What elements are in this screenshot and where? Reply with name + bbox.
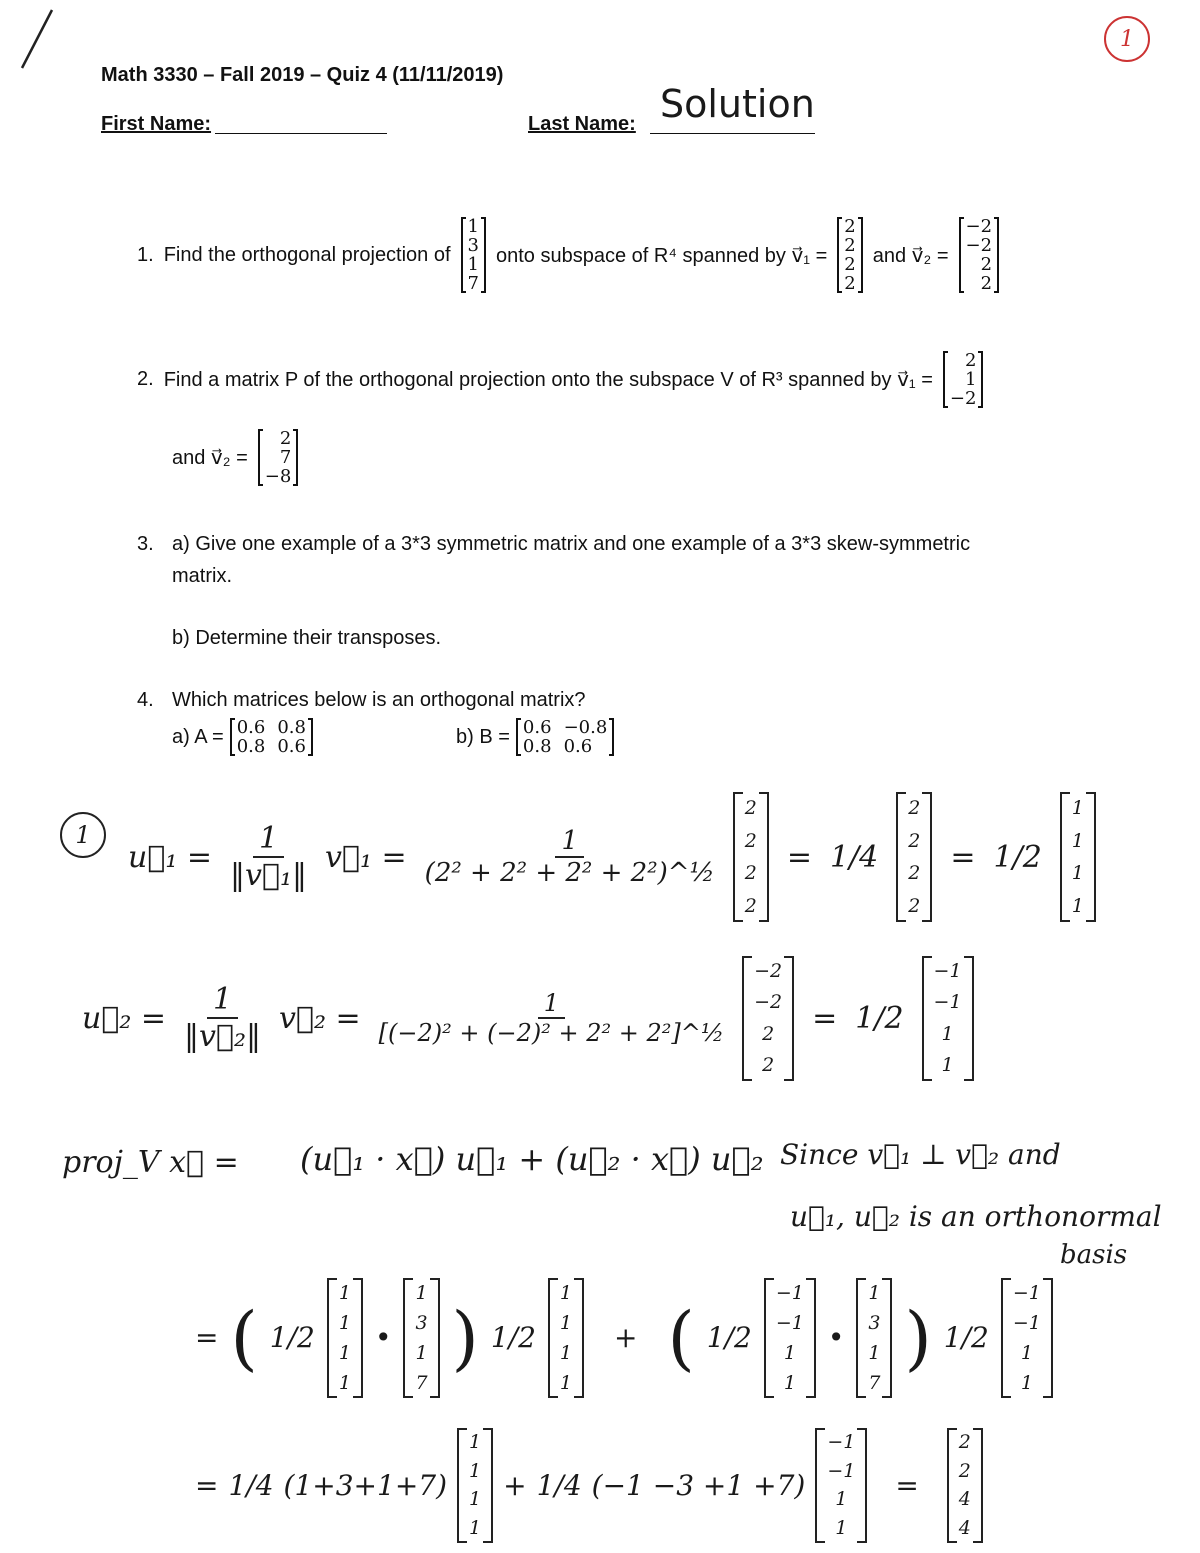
dp1-u1b: 1 1 1 1 [548, 1278, 584, 1398]
corner-check-mark [14, 6, 54, 72]
u2-v: v⃗₂ = [279, 1000, 361, 1036]
q4-matrix-a: 0.6 0.8 0.8 0.6 [230, 718, 313, 756]
u2-result: −1 −1 1 1 [922, 956, 974, 1081]
u1-vector-scaled: 2 2 2 2 [896, 792, 932, 922]
q1-number: 1. [137, 243, 154, 266]
q3-text-a: a) Give one example of a 3*3 symmetric matrix and one example of a 3*3 skew-symmetric [172, 533, 971, 555]
final-line: = 1/4 (1+3+1+7) 1 1 1 1 + 1/4 (−1 −3 +1 +7) −1 −1 1 1 = 2 2 4 4 [195, 1420, 983, 1550]
q4-a-label: a) A = [172, 725, 224, 748]
u2-half: 1/2 [855, 1000, 904, 1036]
dp2-x: 1 3 1 7 [856, 1278, 892, 1398]
q1-text-b: onto subspace of R⁴ spanned by v⃗₁ = [496, 244, 828, 267]
quiz-title: Math 3330 – Fall 2019 – Quiz 4 (11/11/2019) [101, 64, 504, 86]
solution-u2-line: u⃗₂ = $\frac{1}{\text{‖v⃗₂‖}}$ v⃗₂ = $\frac{1}{\text{[(−2)² + (−2)² + 2² + 2²]\textasciicircum{}½}}$ −2 −2 2 2 = 1/2 −1 −1 1 1 [82, 948, 974, 1088]
proj-lhs: proj_V x⃗ = [62, 1145, 239, 1180]
u1-unit-fraction: $\frac{1}{\text{‖v⃗₁‖}}$ [230, 821, 308, 893]
last-name-value: Solution [660, 82, 815, 126]
last-name-label: Last Name: [528, 113, 636, 135]
note-line-1: Since v⃗₁ ⊥ v⃗₂ and [780, 1138, 1061, 1171]
final-quarter-2: 1/4 [536, 1468, 582, 1502]
proj-rhs: (u⃗₁ · x⃗) u⃗₁ + (u⃗₂ · x⃗) u⃗₂ [300, 1140, 764, 1178]
u1-vector: 2 2 2 2 [733, 792, 769, 922]
dot-product-line: = ( 1/2 1 1 1 1 • 1 3 1 7 ) 1/2 1 1 1 1 + ( 1/2 −1 −1 1 1 • 1 3 1 7 ) 1/2 −1 −1 1 1 [195, 1265, 1053, 1410]
first-name-field[interactable] [215, 133, 387, 134]
u1-quarter: 1/4 [829, 839, 879, 875]
q2-text-b: and v⃗₂ = [172, 447, 248, 469]
final-quarter-1: 1/4 [228, 1468, 274, 1502]
q1-text-a: Find the orthogonal projection of [163, 243, 451, 266]
final-u2: −1 −1 1 1 [815, 1428, 867, 1543]
dp2-u2b: −1 −1 1 1 [1001, 1278, 1053, 1398]
u2-lhs: u⃗₂ = [82, 1000, 167, 1036]
q4-matrix-b: 0.6 −0.8 0.8 0.6 [516, 718, 614, 756]
dp2-half: 1/2 [706, 1321, 752, 1354]
q2-number: 2. [137, 367, 154, 390]
q2-text-a: Find a matrix P of the orthogonal projection onto the subspace V of R³ spanned by v⃗₁ = [163, 368, 933, 391]
final-result: 2 2 4 4 [947, 1428, 983, 1543]
q3-number: 3. [137, 533, 154, 555]
solution-u1-line: u⃗₁ = $\frac{1}{\text{‖v⃗₁‖}}$ v⃗₁ = $\frac{1}{\text{(2² + 2² + 2² + 2²)\textasciicircum{}½}}$ 2 2 2 2 = 1/4 2 2 2 2 = 1/2 1 1 1 1 [128, 782, 1096, 932]
question-2-cont [172, 420, 298, 495]
q4-option-a [172, 718, 313, 756]
dp1-half: 1/2 [269, 1321, 315, 1354]
u2-norm-fraction: $\frac{1}{\text{[(−2)² + (−2)² + 2² + 2²]\textasciicircum{}½}}$ [378, 989, 725, 1047]
q4-option-b [456, 718, 614, 756]
page-number-circle [1104, 16, 1150, 62]
final-sum-1: (1+3+1+7) [283, 1468, 448, 1502]
q1-v1-vector: 2 2 2 2 [837, 217, 862, 293]
dp1-half-2: 1/2 [490, 1321, 536, 1354]
dp2-u2: −1 −1 1 1 [764, 1278, 816, 1398]
q4-b-label: b) B = [456, 725, 510, 748]
u2-vector: −2 −2 2 2 [742, 956, 794, 1081]
note-line-2: u⃗₁, u⃗₂ is an orthonormal [790, 1200, 1162, 1233]
first-name-label: First Name: [101, 113, 212, 135]
u1-v: v⃗₁ = [325, 839, 407, 875]
u1-lhs: u⃗₁ = [128, 839, 213, 875]
q2-v1-vector: 2 1 −2 [943, 351, 984, 408]
solution-marker: 1 [60, 812, 106, 858]
q1-text-c: and v⃗₂ = [872, 244, 949, 267]
final-sum-2: (−1 −3 +1 +7) [591, 1468, 806, 1502]
question-2 [137, 340, 983, 418]
dp1-u1: 1 1 1 1 [327, 1278, 363, 1398]
u2-unit-fraction: $\frac{1}{\text{‖v⃗₂‖}}$ [184, 982, 262, 1054]
last-name-field[interactable] [650, 133, 815, 134]
q3-text-b: b) Determine their transposes. [172, 627, 442, 649]
note-line-3: basis [1060, 1240, 1128, 1270]
final-u1: 1 1 1 1 [457, 1428, 493, 1543]
u1-result: 1 1 1 1 [1060, 792, 1096, 922]
page-number: 1 [1120, 26, 1134, 52]
question-1 [137, 205, 999, 305]
u1-half: 1/2 [993, 839, 1042, 875]
q3-text-a2: matrix. [172, 565, 232, 587]
u1-norm-fraction: $\frac{1}{\text{(2² + 2² + 2² + 2²)\textasciicircum{}½}}$ [424, 826, 715, 888]
dp2-half-2: 1/2 [943, 1321, 989, 1354]
q4-number: 4. [137, 689, 154, 711]
dp1-x: 1 3 1 7 [403, 1278, 439, 1398]
q2-v2-vector: 2 7 −8 [258, 429, 299, 486]
q4-text: Which matrices below is an orthogonal matrix? [172, 689, 586, 711]
q1-v2-vector: −2 −2 2 2 [959, 217, 1000, 293]
q1-x-vector: 1 3 1 7 [461, 217, 486, 293]
